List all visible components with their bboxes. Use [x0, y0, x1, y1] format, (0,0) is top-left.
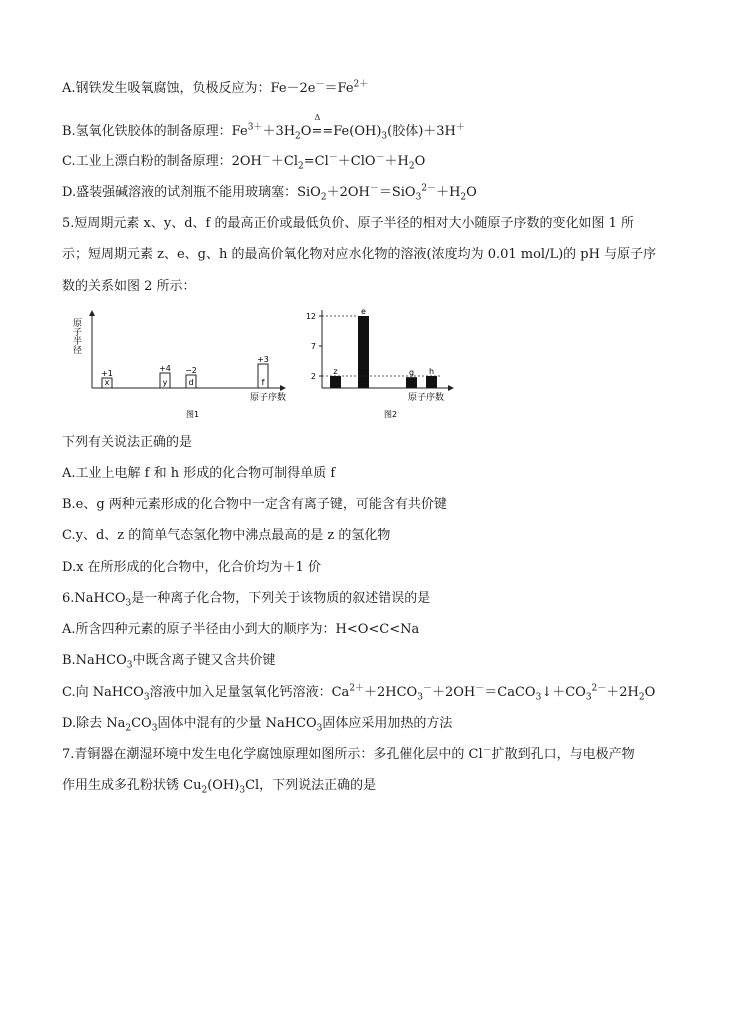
text: 作用生成多孔粉状锈 Cu [62, 778, 202, 793]
text: CO [131, 716, 152, 731]
text: 是一种离子化合物，下列关于该物质的叙述错误的是 [131, 591, 431, 606]
y-axis-arrow [89, 310, 95, 316]
q5-option-d: D.x 在所形成的化合物中，化合价均为＋1 价 [62, 560, 321, 575]
subscript: 2 [298, 161, 304, 172]
text: =Cl [303, 154, 329, 169]
text: D.盛装强碱溶液的试剂瓶不能用玻璃塞：SiO [62, 185, 321, 200]
element-label-h: h [428, 367, 435, 376]
bars-group [322, 307, 440, 388]
superscript: － [475, 683, 485, 694]
valence-label-x: +1 [101, 369, 113, 378]
element-label-d: d [188, 378, 194, 387]
subscript: 3 [535, 692, 542, 703]
x-axis-label: 原子序数 [408, 393, 445, 403]
text: ＋Cl [270, 154, 299, 169]
q6-option-c [62, 685, 655, 701]
text: 扩散到孔口，与电极产物 [491, 747, 635, 762]
element-label-z: z [333, 367, 338, 376]
x-axis-arrow [448, 385, 454, 391]
q4-option-c [62, 154, 425, 170]
valence-label-d: −2 [185, 366, 197, 375]
element-label-y: y [162, 378, 168, 387]
ph-bar-g [406, 377, 417, 388]
text: ＋3H [262, 124, 296, 139]
text: O [414, 154, 426, 169]
q6-option-b [62, 653, 276, 669]
superscript: 2＋ [353, 79, 369, 90]
subscript: 3 [239, 785, 246, 796]
text: C.工业上漂白粉的制备原理：2OH [62, 154, 262, 169]
subscript: 2 [460, 192, 467, 203]
x-axis-arrow [280, 385, 286, 391]
bars-group [101, 355, 269, 388]
y-tick-label-2: 2 [310, 372, 316, 381]
text: O [466, 185, 477, 200]
superscript: － [422, 683, 432, 694]
text: 7.青铜器在潮湿环境中发生电化学腐蚀原理如图所示：多孔催化层中的 Cl [62, 747, 483, 762]
ph-bar-e [358, 316, 369, 388]
text: 中既含离子键又含共价键 [132, 653, 276, 668]
text: ↓＋CO [541, 685, 586, 700]
text: ＋H [384, 154, 409, 169]
heating-arrow [311, 113, 334, 140]
text: 溶液中加入足量氢氧化钙溶液：Ca [149, 685, 350, 700]
text: ＋ClO [337, 154, 376, 169]
figure-title: 图2 [384, 410, 398, 419]
q5-stem-line2: 示；短周期元素 z、e、g、h 的最高价氧化物对应水化物的溶液(浓度均为 0.01 mol/L)的 pH 与原子序 [62, 247, 657, 262]
superscript: 2－ [591, 683, 607, 694]
q6-option-d [62, 716, 452, 732]
q6-option-a: A.所含四种元素的原子半径由小到大的顺序为：H<O<C<Na [62, 622, 420, 637]
superscript: ＋ [455, 122, 465, 133]
text: 固体应采用加热的方法 [322, 716, 453, 731]
text: ＋H [436, 185, 461, 200]
text: (OH) [207, 778, 240, 793]
element-label-g: g [408, 368, 415, 378]
q6-stem [62, 591, 430, 607]
figure-2-chart [300, 302, 480, 420]
text: ＋2HCO [364, 685, 418, 700]
q4-option-d [62, 185, 477, 201]
text: 6.NaHCO [62, 591, 126, 606]
y-tick-label-12: 12 [305, 312, 316, 321]
superscript: － [315, 79, 325, 90]
subscript: 2 [201, 785, 208, 796]
ph-bar-h [426, 376, 437, 388]
text: == [311, 124, 334, 139]
subscript: 3 [415, 192, 422, 203]
y-tick-label-7: 7 [310, 342, 316, 351]
subscript: 3 [585, 692, 592, 703]
text: ＝SiO [378, 185, 416, 200]
text: ＋2OH [326, 185, 370, 200]
subscript: 3 [381, 131, 388, 142]
text: (胶体)＋3H [387, 124, 456, 139]
superscript: － [375, 152, 385, 163]
figure-1-chart [62, 302, 302, 420]
figure-2-svg [300, 302, 480, 420]
element-label-e: e [361, 307, 366, 316]
subscript: 2 [638, 692, 645, 703]
superscript: － [261, 152, 271, 163]
subscript: 2 [408, 161, 415, 172]
q5-question: 下列有关说法正确的是 [62, 435, 193, 450]
ph-bar-z [330, 376, 341, 388]
y-axis-label: 原子半径 [71, 318, 81, 354]
text: 固体中混有的少量 NaHCO [157, 716, 317, 731]
figure-1-svg [62, 302, 302, 420]
q4-option-a [62, 81, 368, 97]
subscript: 3 [126, 660, 133, 671]
valence-label-f: +3 [257, 355, 269, 364]
q4-option-b [62, 113, 465, 142]
text: ＋2OH [431, 685, 476, 700]
q5-option-a: A.工业上电解 f 和 h 形成的化合物可制得单质 f [62, 466, 336, 481]
x-axis-label: 原子序数 [250, 393, 287, 403]
text: C.向 NaHCO [62, 685, 144, 700]
element-label-f: f [261, 378, 265, 387]
subscript: 3 [143, 692, 150, 703]
superscript: 2－ [421, 183, 437, 194]
superscript: 2＋ [349, 683, 364, 694]
text: O [644, 685, 656, 700]
text: D.除去 Na [62, 716, 126, 731]
subscript: 2 [125, 723, 132, 734]
text: Cl，下列说法正确的是 [245, 778, 377, 793]
text: O [300, 124, 312, 139]
subscript: 3 [151, 723, 158, 734]
text: B.氢氧化铁胶体的制备原理：Fe [62, 124, 248, 139]
text: ＝Fe [324, 81, 354, 96]
subscript: 2 [320, 192, 327, 203]
q5-stem-line3: 数的关系如图 2 所示： [62, 279, 196, 294]
text: A.钢铁发生吸氧腐蚀，负极反应为：Fe－2e [62, 81, 316, 96]
superscript: － [369, 183, 379, 194]
element-label-x: x [104, 378, 110, 387]
text: ＝CaCO [484, 685, 536, 700]
figure-title: 图1 [186, 410, 200, 419]
subscript: 3 [316, 723, 323, 734]
subscript: 3 [417, 692, 423, 703]
valence-label-y: +4 [159, 364, 171, 373]
text: Fe(OH) [333, 124, 382, 139]
heat-condition-symbol: Δ [314, 113, 321, 122]
q5-option-b: B.e、g 两种元素形成的化合物中一定含有离子键，可能含有共价键 [62, 497, 447, 512]
q7-stem-line1 [62, 747, 635, 763]
superscript: 3＋ [247, 122, 263, 133]
ticks-group [306, 312, 358, 381]
q7-stem-line2 [62, 778, 376, 794]
q5-option-c: C.y、d、z 的简单气态氢化物中沸点最高的是 z 的氢化物 [62, 528, 391, 543]
subscript: 3 [125, 598, 132, 609]
text: ＋2H [606, 685, 639, 700]
text: B.NaHCO [62, 653, 127, 668]
superscript: － [328, 152, 338, 163]
superscript: － [482, 745, 492, 756]
q5-stem-line1: 5.短周期元素 x、y、d、f 的最高正价或最低负价、原子半径的相对大小随原子序数的变化如图 1 所 [62, 216, 635, 231]
subscript: 2 [295, 131, 301, 142]
